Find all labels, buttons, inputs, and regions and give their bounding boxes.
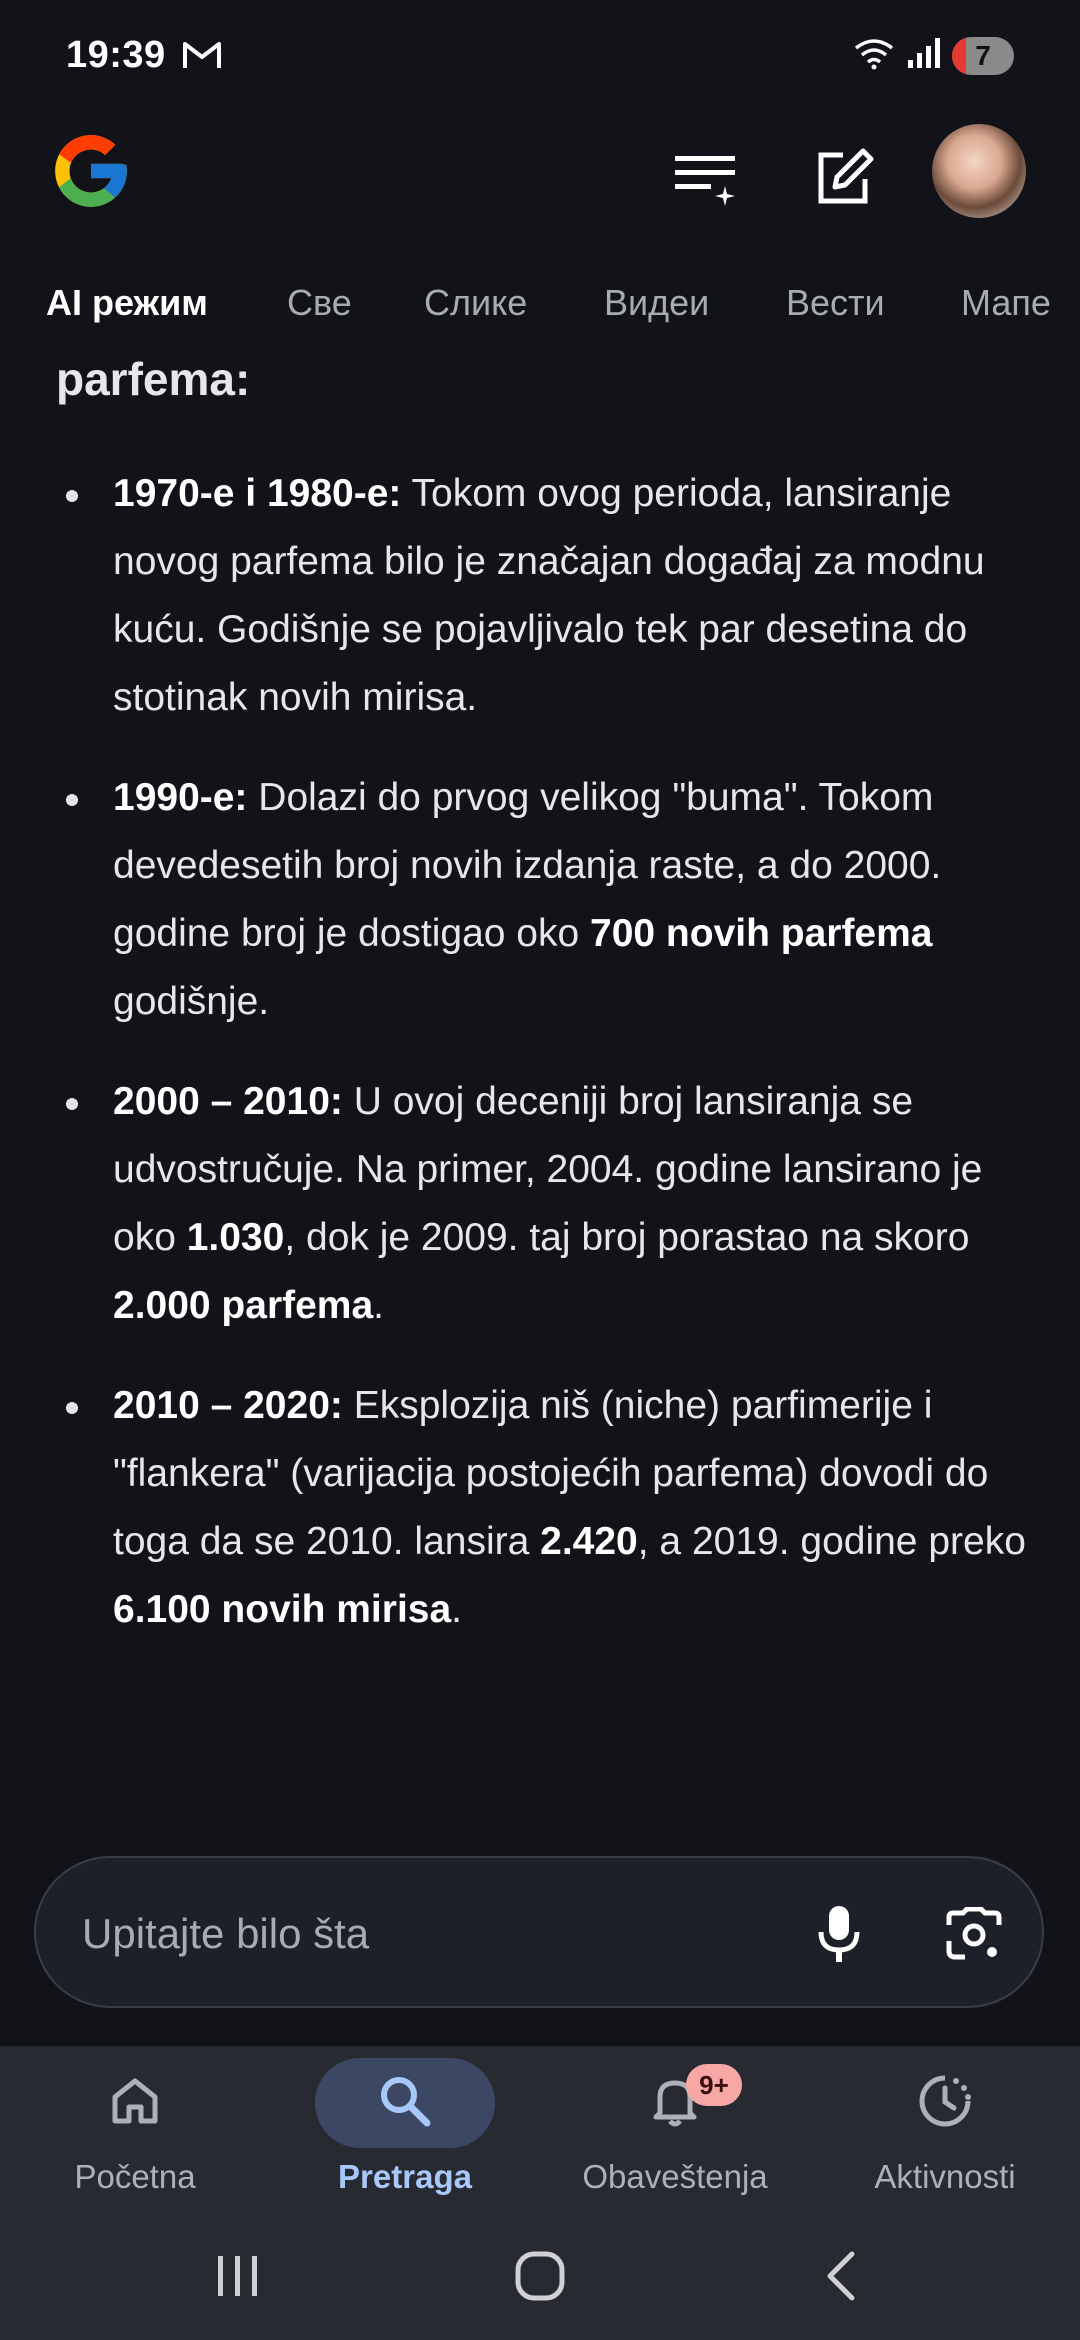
text: , dok je 2009. taj broj porastao na skoro [284, 1216, 970, 1259]
text: . [451, 1588, 463, 1631]
new-chat-icon[interactable] [804, 138, 884, 218]
list-item [0, 764, 1080, 1036]
bold-text: 2010 – 2020: [113, 1384, 343, 1427]
status-time: 19:39 [66, 34, 166, 76]
tab-news[interactable]: Вести [786, 282, 885, 323]
tab-all[interactable]: Све [287, 282, 352, 323]
tab-images[interactable]: Слике [424, 282, 528, 323]
bullet-list [0, 460, 1080, 1676]
nav-activity[interactable] [810, 2046, 1080, 2216]
nav-notifications-label: Obaveštenja [582, 2158, 768, 2195]
text: Eksplozija niš (niche) parfimerije i "flankera" (varijacija postojećih parfema) dovodi do toga da se 2010. lansira [113, 1384, 989, 1563]
google-logo[interactable] [48, 128, 134, 219]
bold-text: 1990-e: [113, 776, 248, 819]
bold-text: 1.030 [186, 1216, 285, 1259]
nav-search[interactable] [270, 2046, 540, 2216]
section-heading: parfema: [56, 360, 251, 405]
system-navigation [0, 2216, 1080, 2340]
text: Dolazi do prvog velikog "buma". Tokom devedesetih broj novih izdanja raste, a do 2000. godine broj je dostigao oko [113, 776, 942, 955]
back-button[interactable] [782, 2236, 902, 2316]
text: Tokom ovog perioda, lansiranje novog parfema bilo je značajan događaj za modnu kuću. Godišnje se pojavljivalo tek par desetina do stotinak novih mirisa. [113, 472, 985, 719]
list-item [0, 1372, 1080, 1644]
search-icon [270, 2058, 540, 2144]
signal-icon [906, 36, 942, 75]
recents-button[interactable] [178, 2236, 298, 2316]
ai-answer-content [0, 360, 1080, 1810]
tab-ai-mode[interactable]: AI режим [46, 282, 208, 323]
google-lens-icon[interactable] [936, 1896, 1012, 1972]
battery-level: 7 [975, 39, 991, 71]
app-header [0, 118, 1080, 228]
nav-home[interactable] [0, 2046, 270, 2216]
notification-badge: 9+ [686, 2064, 742, 2106]
tab-videos[interactable]: Видеи [604, 282, 710, 323]
bottom-navigation [0, 2046, 1080, 2216]
text: , a 2019. godine preko [637, 1520, 1026, 1563]
bold-text: 6.100 novih mirisa [113, 1588, 452, 1631]
ai-history-icon[interactable] [666, 138, 746, 218]
nav-activity-label: Aktivnosti [874, 2158, 1016, 2195]
bold-text: 2.420 [540, 1520, 638, 1563]
nav-notifications[interactable] [540, 2046, 810, 2216]
mic-icon[interactable] [801, 1896, 877, 1972]
bold-text: 2.000 parfema [113, 1284, 374, 1327]
bell-icon [540, 2058, 810, 2144]
avatar[interactable] [932, 124, 1026, 218]
activity-icon [810, 2058, 1080, 2144]
status-bar [0, 0, 1080, 118]
bold-text: 1970-e i 1980-e: [113, 472, 402, 515]
text: godišnje. [113, 980, 270, 1023]
text: . [373, 1284, 385, 1327]
search-bar [34, 1856, 1044, 2008]
bold-text: 2000 – 2010: [113, 1080, 343, 1123]
battery-icon [952, 37, 1014, 75]
gmail-icon [182, 40, 222, 75]
search-tabs [0, 282, 1080, 352]
home-button[interactable] [480, 2236, 600, 2316]
home-icon [0, 2058, 270, 2144]
bold-text: 700 novih parfema [590, 912, 933, 955]
tab-maps[interactable]: Мапе [961, 282, 1051, 323]
list-item [0, 460, 1080, 732]
search-input[interactable] [80, 1894, 784, 1974]
wifi-icon [852, 36, 896, 75]
nav-search-label: Pretraga [338, 2158, 472, 2195]
text: U ovoj deceniji broj lansiranja se udvostručuje. Na primer, 2004. godine lansirano je oko [113, 1080, 983, 1259]
list-item [0, 1068, 1080, 1340]
nav-home-label: Početna [74, 2158, 196, 2195]
